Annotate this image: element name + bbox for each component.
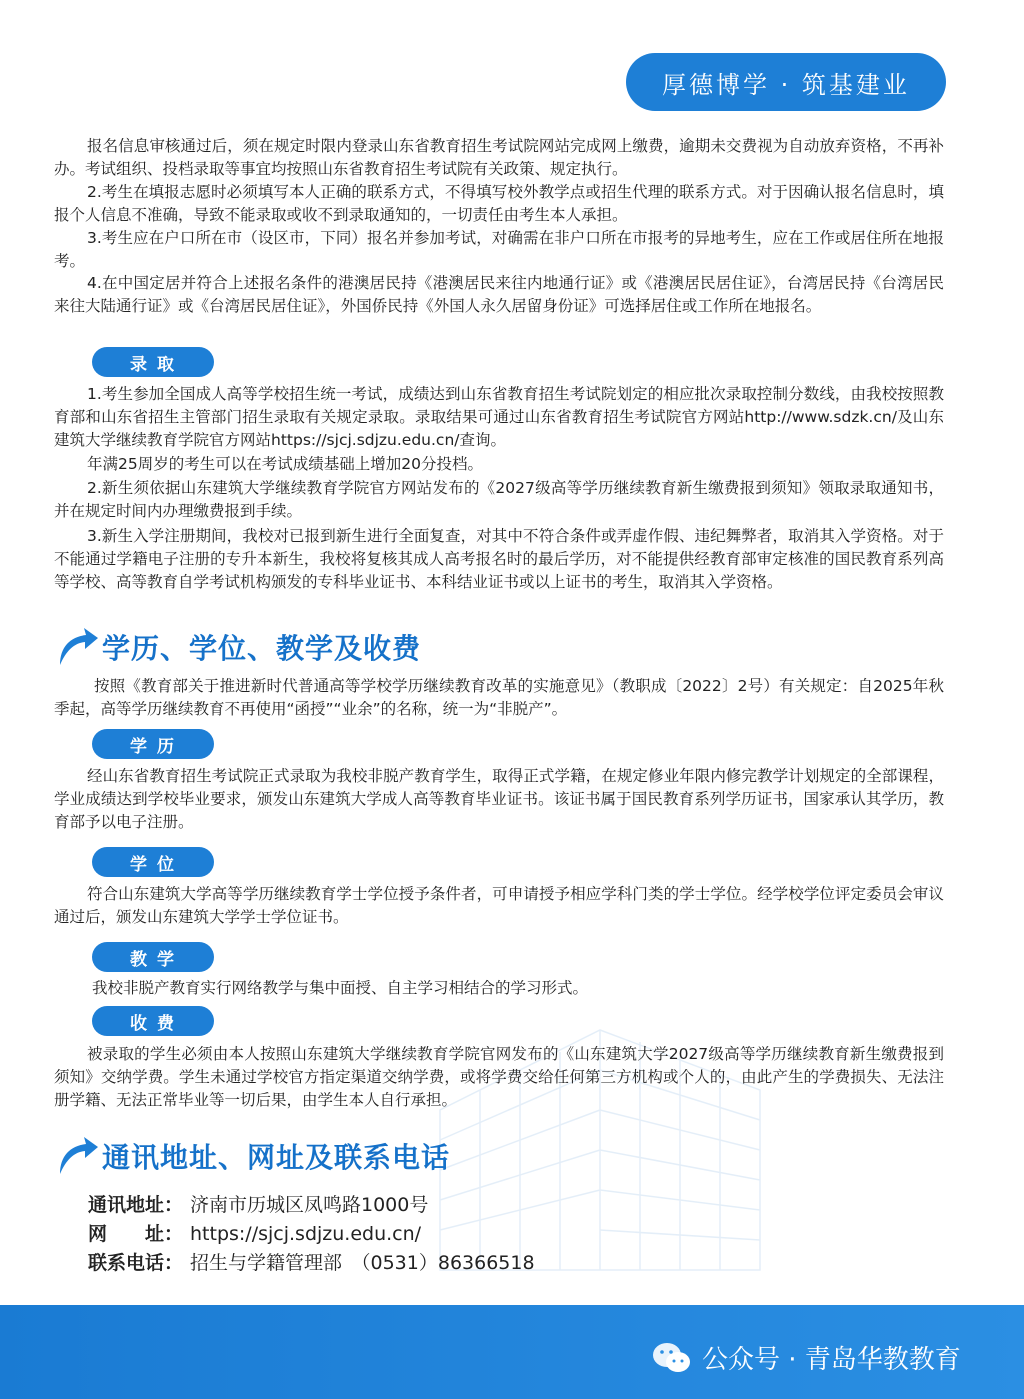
jiaoxue-label-pill: 教学 xyxy=(92,942,214,972)
motto-banner: 厚德博学 · 筑基建业 xyxy=(626,53,946,111)
web-label: 网 址： xyxy=(88,1223,184,1245)
jiaoxue-paragraph: 我校非脱产教育实行网络教学与集中面授、自主学习相结合的学习形式。 xyxy=(92,979,589,997)
admission-label-pill: 录取 xyxy=(92,347,214,377)
section-heading-contact xyxy=(54,1134,450,1178)
contact-web-row xyxy=(88,1220,421,1249)
curved-arrow-icon xyxy=(54,1134,100,1178)
web-link[interactable]: https://sjcj.sdjzu.edu.cn/ xyxy=(190,1223,422,1245)
intro-paragraph-1: 报名信息审核通过后，须在规定时限内登录山东省教育招生考试院网站完成网上缴费，逾期未交费视为自动放弃资格，不再补办。考试组织、投档录取等事宜均按照山东省教育招生考试院有关政策、规定执行。 xyxy=(54,137,944,178)
xuewei-paragraph: 符合山东建筑大学高等学历继续教育学士学位授予条件者，可申请授予相应学科门类的学士学位。经学校学位评定委员会审议通过后，颁发山东建筑大学学士学位证书。 xyxy=(54,885,944,926)
intro-paragraph-2: 2.考生在填报志愿时必须填写本人正确的联系方式，不得填写校外教学点或招生代理的联系方式。对于因确认报名信息时，填报个人信息不准确，导致不能录取或收不到录取通知的，一切责任由考生本人承担。 xyxy=(54,183,944,224)
admission-paragraph-1: 1.考生参加全国成人高等学校招生统一考试，成绩达到山东省教育招生考试院划定的相应批次录取控制分数线，由我校按照教育部和山东省招生主管部门招生录取有关规定录取。录取结果可通过山东省教育招生考试院官方网站http://www.sdzk.cn/及山东建筑大学继续教育学院官方网站https://sjcj.sdjzu.edu.cn/查询。 xyxy=(54,385,944,449)
intro-paragraph-4: 4.在中国定居并符合上述报名条件的港澳居民持《港澳居民来往内地通行证》或《港澳居民居住证》，台湾居民持《台湾居民来往大陆通行证》或《台湾居民居住证》，外国侨民持《外国人永久居留身份证》可选择居住或工作所在地报名。 xyxy=(54,274,944,315)
phone-label: 联系电话： xyxy=(88,1252,184,1274)
section2-intro: 按照《教育部关于推进新时代普通高等学校学历继续教育改革的实施意见》（教职成〔2022〕2号）有关规定：自2025年秋季起，高等学历继续教育不再使用“函授”“业余”的名称，统一为“非脱产”。 xyxy=(54,677,944,718)
section-heading-text: 学历、学位、教学及收费 xyxy=(102,632,422,665)
intro-paragraph-3: 3.考生应在户口所在市（设区市，下同）报名并参加考试，对确需在非户口所在市报考的异地考生，应在工作或居住所在地报考。 xyxy=(54,229,944,270)
phone-value: 招生与学籍管理部 （0531）86366518 xyxy=(190,1252,535,1274)
admission-paragraph-4: 3.新生入学注册期间，我校对已报到新生进行全面复查，对其中不符合条件或弄虚作假、违纪舞弊者，取消其入学资格。对于不能通过学籍电子注册的专升本新生，我校将复核其成人高考报名时的最后学历，对不能提供经教育部审定核准的国民教育系列高等学校、高等教育自学考试机构颁发的专科毕业证书、本科结业证书或以上证书的考生，取消其入学资格。 xyxy=(54,527,944,591)
address-value: 济南市历城区凤鸣路1000号 xyxy=(190,1194,429,1216)
shoufei-label-pill: 收费 xyxy=(92,1006,214,1036)
admission-paragraph-3: 2.新生须依据山东建筑大学继续教育学院官方网站发布的《2027级高等学历继续教育新生缴费报到须知》领取录取通知书，并在规定时间内办理缴费报到手续。 xyxy=(54,479,944,520)
xuewei-label-pill: 学位 xyxy=(92,847,214,877)
background-building-illustration xyxy=(420,990,780,1290)
curved-arrow-icon xyxy=(54,625,100,669)
address-label: 通讯地址： xyxy=(88,1194,184,1216)
wechat-account xyxy=(652,1339,961,1376)
xueli-label-pill: 学历 xyxy=(92,729,214,759)
wechat-icon xyxy=(652,1341,692,1375)
shoufei-paragraph: 被录取的学生必须由本人按照山东建筑大学继续教育学院官网发布的《山东建筑大学2027级高等学历继续教育新生缴费报到须知》交纳学费。学生未通过学校官方指定渠道交纳学费，或将学费交给任何第三方机构或个人的，由此产生的学费损失、无法注册学籍、无法正常毕业等一切后果，由学生本人自行承担。 xyxy=(54,1045,944,1109)
contact-address-row xyxy=(88,1191,428,1220)
contact-phone-row xyxy=(88,1249,535,1278)
section-heading-text: 通讯地址、网址及联系电话 xyxy=(102,1141,451,1174)
admission-paragraph-2: 年满25周岁的考生可以在考试成绩基础上增加20分投档。 xyxy=(87,455,483,473)
section-heading-education xyxy=(54,625,421,669)
xueli-paragraph: 经山东省教育招生考试院正式录取为我校非脱产教育学生，取得正式学籍，在规定修业年限内修完教学计划规定的全部课程，学业成绩达到学校毕业要求，颁发山东建筑大学成人高等教育毕业证书。该证书属于国民教育系列学历证书，国家承认其学历，教育部予以电子注册。 xyxy=(54,767,944,831)
wechat-account-text: 公众号 · 青岛华教教育 xyxy=(702,1345,961,1375)
